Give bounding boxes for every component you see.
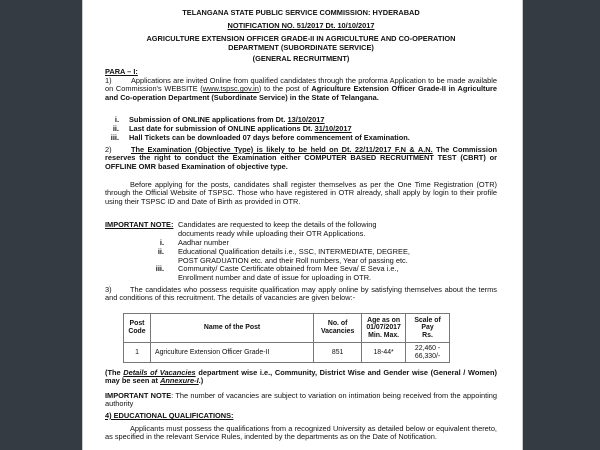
- commission-title: TELANGANA STATE PUBLIC SERVICE COMMISSION: HYDERABAD: [182, 8, 420, 17]
- table-row: [124, 343, 450, 363]
- table-header-row: [124, 314, 450, 343]
- section4-paragraph: Applicants must possess the qualifications from a recognized University as detailed below or equivalent thereto, as specified in the relevant Service Rules, indented by the departments as on the Date of Notification.: [105, 424, 497, 442]
- post-title-line2: DEPARTMENT (SUBORDINATE SERVICE): [228, 43, 374, 52]
- header-post-name: Name of the Post: [150, 314, 313, 343]
- exam-date-note: The Examination (Objective Type) is likely to be held on Dt. 22/11/2017 F.N & A.N.: [131, 145, 433, 154]
- para1-item2: 2) The Examination (Objective Type) is likely to be held on Dt. 22/11/2017 F.N & A.N. The Commission reserves the right to conduct the Examination either COMPUTER BASED RECRUITMENT TEST (CBRT) or OFFLINE OMR based Examination of objective type.: [105, 145, 497, 171]
- header-post-code: Post Code: [124, 314, 151, 343]
- vacancy-details-note: (The Details of Vacancies department wise i.e., Community, District Wise and Gender wise (General / Women) may be seen at Annexure-I.): [105, 368, 498, 386]
- cell-post-code: 1: [124, 343, 151, 363]
- important-note-1: IMPORTANT NOTE: Candidates are requested to keep the details of the following: [105, 220, 377, 229]
- important-note-2: IMPORTANT NOTE: The number of vacancies are subject to variation on intimation being received from the appointing authority: [105, 391, 497, 409]
- para1-item1: 1) Applications are invited Online from qualified candidates through the proforma Application to be made available on Commission's WEBSITE (www.tspsc.gov.in) to the post of Agriculture Extension Officer Grade-II in Agriculture and Co-operation Department (Subordinate Service) in the State of Telangana.: [105, 76, 497, 102]
- item3-paragraph: 3) The candidates who possess requisite qualification may apply online by satisfying themselves about the terms and conditions of this recruitment. The details of vacancies are given below:-: [105, 285, 497, 303]
- website-link[interactable]: www.tspsc.gov.in: [202, 84, 259, 94]
- cell-vacancies: 851: [314, 343, 362, 363]
- details-of-vacancies-link[interactable]: Details of Vacancies: [123, 368, 196, 377]
- submission-start-date: 13/10/2017: [287, 115, 325, 124]
- document-page: TELANGANA STATE PUBLIC SERVICE COMMISSION: HYDERABAD NOTIFICATION NO. 51/2017 Dt. 10/10/2017 AGRICULTURE EXTENSION OFFICER GRADE-II IN AGRICULTURE AND CO-OPERATION DEPARTMENT (SUBORDINATE SERVICE) (GENERAL RECRUITMENT) PARA – I: 1) Applications are invited Online from qualified candidates through the proforma Application to be made available on Commission's WEBSITE (www.tspsc.gov.in) to the post of Agriculture Extension Officer Grade-II in Agriculture and Co-operation Department (Subordinate Service) in the State of Telangana. i. Submission of ONLINE applications from Dt. 13/10/2017 ii. Last date for submission of ONLINE applications Dt. 31/10/2017 iii. Hall Tickets can be downloaded 07 days before commencement of Examination. 2) The Examination (Objective Type) is likely to be held on Dt. 22/11/2017 F.N & A.N. The Commission reserves the right to conduct the Examination either COMPUTER BASED RECRUITMENT TEST (CBRT) or OFFLINE OMR based Examination of objective type. Before applying for the posts, candidates shall register themselves as per the One Time Registration (OTR) through the Official Website of TSPSC. Those who have registered in OTR already, shall apply by login to their profile using their TSPSC ID and Date of Birth as provided in OTR. IMPORTANT NOTE: Candidates are requested to keep the details of the following documents ready while uploading their OTR Applications. i. Aadhar number ii. Educational Qualification details i.e., SSC, INTERMEDIATE, DEGREE, POST GRADUATION etc. and their Roll numbers, Year of passing etc. iii. Community/ Caste Certificate obtained from Mee Seva/ E Seva i.e., Enrollment number and date of issue for uploading in OTR. 3) The candidates who possess requisite qualification may apply online by satisfying themselves about the terms and conditions of this recruitment. The details of vacancies are given below:- Post Code Name of the Post No. of Vacancies Age as on 01/07/2017 Min. Max. Scale of Pay Rs. 1 Agriculture Extension Officer Grade-II 851 18-44* 22,460 - 66,330/- (The Details of Vacancies department wise i.e., Community, District Wise and Gender wise (General / Women) may be seen at Annexure-I.) IMPORTANT NOTE: The number of vacancies are subject to variation on intimation being received from the appointing authority 4) EDUCATIONAL QUALIFICATIONS: Applicants must possess the qualifications from a recognized University as detailed below or equivalent thereto, as specified in the relevant Service Rules, indented by the departments as on the Date of Notification.: [82, 0, 523, 450]
- notification-number: NOTIFICATION NO. 51/2017 Dt. 10/10/2017: [227, 21, 375, 30]
- vacancy-table: [123, 313, 450, 363]
- cell-post-name: Agriculture Extension Officer Grade-II: [150, 343, 313, 363]
- recruitment-type: (GENERAL RECRUITMENT): [252, 54, 350, 63]
- header-age: Age as on 01/07/2017 Min. Max.: [362, 314, 406, 343]
- header-pay-scale: Scale of Pay Rs.: [406, 314, 450, 343]
- header-vacancies: No. of Vacancies: [314, 314, 362, 343]
- annexure-link[interactable]: Annexure-I: [160, 376, 199, 386]
- important-note-label: IMPORTANT NOTE:: [105, 220, 174, 229]
- cell-age: 18-44*: [362, 343, 406, 363]
- section4-heading: 4) EDUCATIONAL QUALIFICATIONS:: [105, 411, 234, 420]
- para1-heading: PARA – I:: [105, 67, 138, 76]
- cell-pay-scale: 22,460 - 66,330/-: [406, 343, 450, 363]
- submission-end-date: 31/10/2017: [314, 124, 352, 133]
- otr-paragraph: Before applying for the posts, candidates shall register themselves as per the One Time Registration (OTR) through the Official Website of TSPSC. Those who have registered in OTR already, shall apply by login to their profile using their TSPSC ID and Date of Birth as provided in OTR.: [105, 180, 497, 206]
- post-title-line1: AGRICULTURE EXTENSION OFFICER GRADE-II IN AGRICULTURE AND CO-OPERATION: [146, 34, 456, 43]
